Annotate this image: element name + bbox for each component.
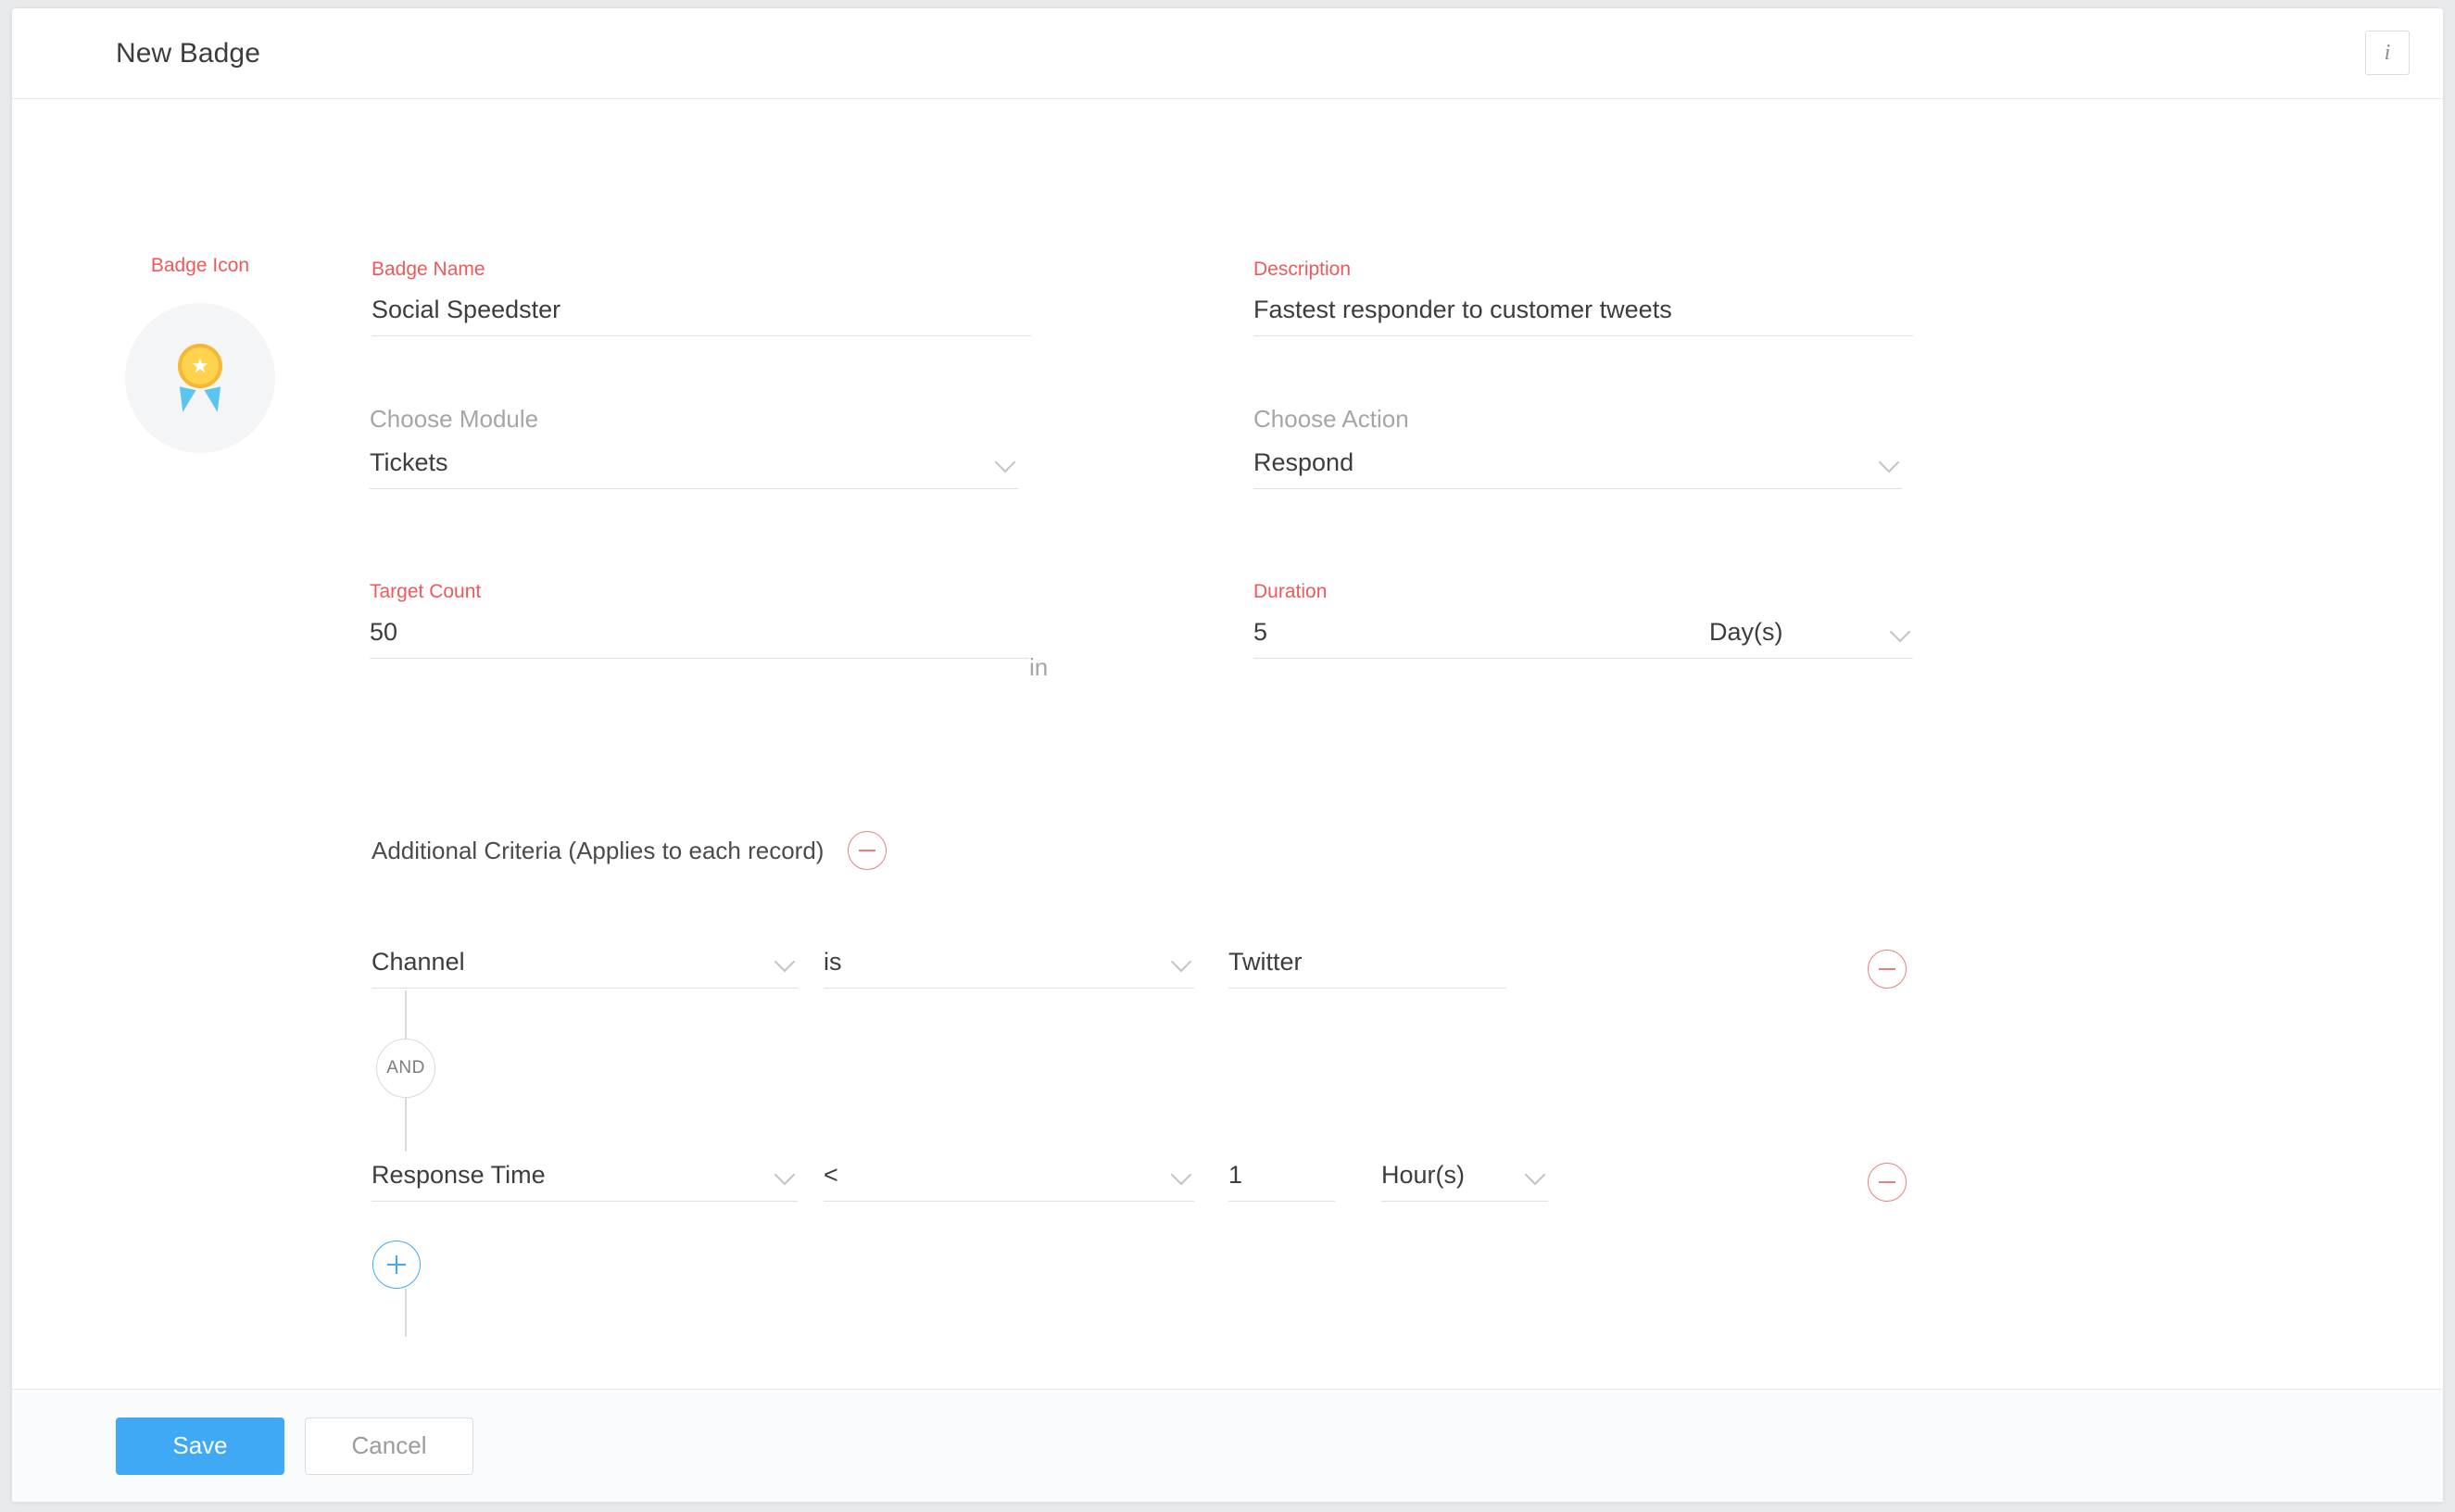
badge-icon-section (121, 255, 279, 453)
add-criteria-button[interactable] (372, 1241, 421, 1289)
choose-action-select[interactable] (1253, 443, 1902, 489)
duration-field (1253, 581, 1913, 659)
chevron-down-icon (774, 951, 796, 972)
badge-icon-label: Badge Icon (150, 255, 250, 276)
target-count-label: Target Count (370, 581, 482, 602)
new-badge-dialog (11, 7, 2444, 1503)
target-count-input[interactable] (370, 612, 1029, 659)
medal-icon: ★ (168, 344, 233, 412)
badge-name-input[interactable] (371, 290, 1031, 336)
criteria-operator-select-1[interactable] (824, 942, 1194, 989)
save-button[interactable]: Save (116, 1418, 284, 1475)
dialog-body (12, 99, 2443, 1389)
minus-circle-icon[interactable] (848, 831, 887, 870)
choose-action-value: Respond (1253, 448, 1354, 476)
choose-action-label: Choose Action (1253, 405, 1409, 433)
target-count-field (370, 581, 1029, 659)
additional-criteria-header (371, 831, 887, 870)
criteria-field-value-1: Channel (371, 948, 465, 976)
badge-name-label: Badge Name (371, 258, 485, 280)
criteria-field-select-1[interactable] (371, 942, 798, 989)
choose-action-field (1253, 405, 1902, 489)
criteria-operator-value-2: < (824, 1161, 838, 1189)
criteria-operator-value-1: is (824, 948, 842, 976)
cancel-button[interactable]: Cancel (305, 1418, 473, 1475)
criteria-connector-line-end (405, 1289, 407, 1337)
criteria-value-input-2[interactable] (1228, 1155, 1335, 1202)
badge-name-field (371, 258, 1031, 336)
chevron-down-icon (1890, 621, 1911, 642)
choose-module-value: Tickets (370, 448, 448, 476)
chevron-down-icon (774, 1164, 796, 1185)
description-label: Description (1253, 258, 1352, 280)
chevron-down-icon (1171, 951, 1192, 972)
criteria-unit-select-2[interactable] (1381, 1155, 1548, 1202)
badge-icon-preview[interactable] (125, 303, 275, 453)
duration-unit-select[interactable] (1709, 612, 1913, 658)
criteria-and-label: AND (386, 1058, 425, 1077)
criteria-field-select-2[interactable] (371, 1155, 798, 1202)
criteria-remove-icon-2[interactable] (1868, 1163, 1907, 1202)
description-input[interactable] (1253, 290, 1913, 336)
duration-unit-value: Day(s) (1709, 618, 1783, 646)
chevron-down-icon (1879, 451, 1900, 472)
description-field (1253, 258, 1913, 336)
criteria-value-input-1[interactable] (1228, 942, 1506, 989)
criteria-unit-value-2: Hour(s) (1381, 1161, 1466, 1189)
criteria-operator-select-2[interactable] (824, 1155, 1194, 1202)
additional-criteria-label: Additional Criteria (Applies to each record) (371, 836, 825, 864)
choose-module-field (370, 405, 1018, 489)
chevron-down-icon (1171, 1164, 1192, 1185)
duration-label: Duration (1253, 581, 1328, 602)
page-title: New Badge (116, 37, 260, 69)
dialog-footer (12, 1389, 2443, 1502)
chevron-down-icon (1525, 1164, 1546, 1185)
criteria-field-value-2: Response Time (371, 1161, 546, 1189)
criteria-remove-icon-1[interactable] (1868, 950, 1907, 989)
criteria-and-toggle[interactable] (376, 1039, 435, 1098)
info-icon[interactable]: i (2365, 31, 2410, 75)
criteria-connector-line-top (405, 990, 407, 1039)
dialog-titlebar (12, 8, 2443, 99)
criteria-connector-line-bottom (405, 1098, 407, 1152)
choose-module-select[interactable] (370, 443, 1018, 489)
choose-module-label: Choose Module (370, 405, 539, 433)
target-count-suffix: in (1029, 653, 1049, 681)
chevron-down-icon (995, 451, 1016, 472)
